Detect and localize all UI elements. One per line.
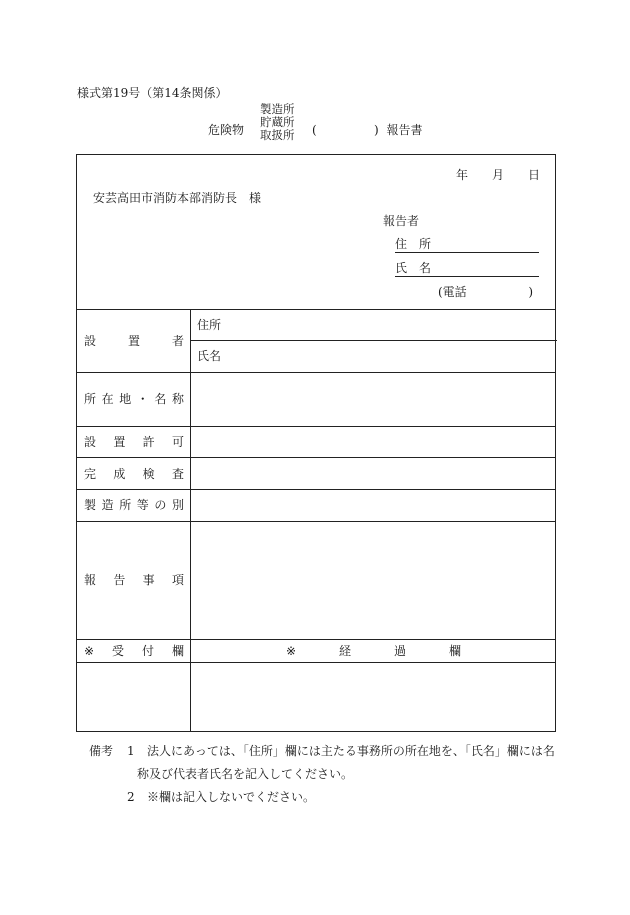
notes-heading: 備考 (89, 744, 114, 758)
progress-header (286, 644, 461, 658)
reporter-phone-line (438, 285, 533, 299)
reporter-name-field[interactable] (395, 261, 539, 277)
label-char: 報 (84, 573, 97, 587)
label-char: 完 (84, 467, 97, 481)
label-char: 事 (142, 573, 155, 587)
label-char: ・ (136, 392, 149, 406)
label-char: 欄 (171, 644, 184, 658)
label-char: 設 (84, 334, 97, 348)
label-char: 置 (113, 435, 126, 449)
label-char: 別 (171, 498, 184, 512)
title-paren-close-mark: ) (374, 123, 379, 137)
permit-field[interactable] (191, 427, 556, 456)
inspection-field[interactable] (191, 458, 556, 488)
note-2-number: 2 (127, 790, 135, 804)
location-label (84, 392, 184, 406)
facility-class-label (84, 498, 184, 512)
label-char: 欄 (448, 644, 461, 658)
title-suffix: 報告書 (386, 123, 423, 137)
date-day: 日 (527, 168, 540, 182)
installer-name-field[interactable] (191, 341, 556, 371)
addressee: 安芸高田市消防本部消防長 様 (93, 191, 262, 205)
label-char: 名 (154, 392, 167, 406)
label-char: 称 (171, 392, 184, 406)
label-char: 製 (84, 498, 97, 512)
label-char: 造 (101, 498, 114, 512)
title-prefix: 危険物 (208, 123, 245, 137)
label-char: 経 (339, 644, 352, 658)
label-char: 等 (136, 498, 149, 512)
label-char: 告 (113, 573, 126, 587)
facility-type-storage: 貯蔵所 (260, 115, 295, 129)
report-items-label (84, 573, 184, 587)
facility-type-manufacture: 製造所 (260, 102, 295, 116)
label-char: 付 (141, 644, 154, 658)
facility-type-stack (260, 103, 300, 142)
note-1-number: 1 (127, 744, 135, 758)
date-month: 月 (491, 168, 504, 182)
label-char: 在 (101, 392, 114, 406)
note-1-line-2: 称及び代表者氏名を記入してください。 (137, 767, 354, 781)
note-1-line-1: 法人にあっては、「住所」欄には主たる事務所の所在地を、「氏名」欄には名 (147, 744, 555, 758)
reception-field[interactable] (77, 663, 189, 731)
reception-header (84, 644, 184, 658)
facility-type-handling: 取扱所 (260, 128, 295, 142)
label-char: 所 (84, 392, 97, 406)
label-char: の (154, 498, 167, 512)
permit-label (84, 435, 184, 449)
installer-address-field[interactable] (191, 310, 556, 339)
inspection-label (84, 467, 184, 481)
location-field[interactable] (191, 373, 556, 425)
label-char: 過 (393, 644, 406, 658)
report-items-field[interactable] (191, 522, 556, 638)
facility-class-field[interactable] (191, 490, 556, 520)
reporter-name-label: 氏 名 (395, 261, 432, 275)
reporter-phone-close: ) (528, 285, 533, 299)
label-char: 所 (119, 498, 132, 512)
label-char: 成 (113, 467, 126, 481)
label-char: 査 (171, 467, 184, 481)
label-char: ※ (286, 644, 297, 658)
date-year: 年 (456, 168, 469, 182)
label-char: 許 (142, 435, 155, 449)
installer-name-label: 氏名 (197, 349, 222, 363)
label-char: 可 (171, 435, 184, 449)
title-paren-close (374, 123, 423, 137)
row-divider (77, 639, 555, 640)
note-2-text: ※欄は記入しないでください。 (147, 790, 316, 804)
label-char: 設 (84, 435, 97, 449)
reporter-address-field[interactable] (395, 237, 539, 253)
label-char: 地 (119, 392, 132, 406)
label-char: ※ (84, 644, 95, 658)
reporter-label: 報告者 (383, 214, 420, 228)
progress-field[interactable] (191, 663, 556, 731)
report-form-table (76, 154, 556, 732)
label-char: 置 (127, 334, 140, 348)
label-char: 者 (171, 334, 184, 348)
label-char: 検 (142, 467, 155, 481)
installer-address-label: 住所 (197, 318, 222, 332)
label-char: 項 (171, 573, 184, 587)
label-char: 受 (112, 644, 125, 658)
title-paren-open: ( (312, 123, 317, 137)
installer-label (84, 334, 184, 348)
date-line (456, 168, 540, 182)
form-number: 様式第19号（第14条関係） (77, 86, 228, 100)
reporter-phone-label: (電話 (438, 285, 467, 299)
reporter-address-label: 住 所 (395, 237, 432, 251)
